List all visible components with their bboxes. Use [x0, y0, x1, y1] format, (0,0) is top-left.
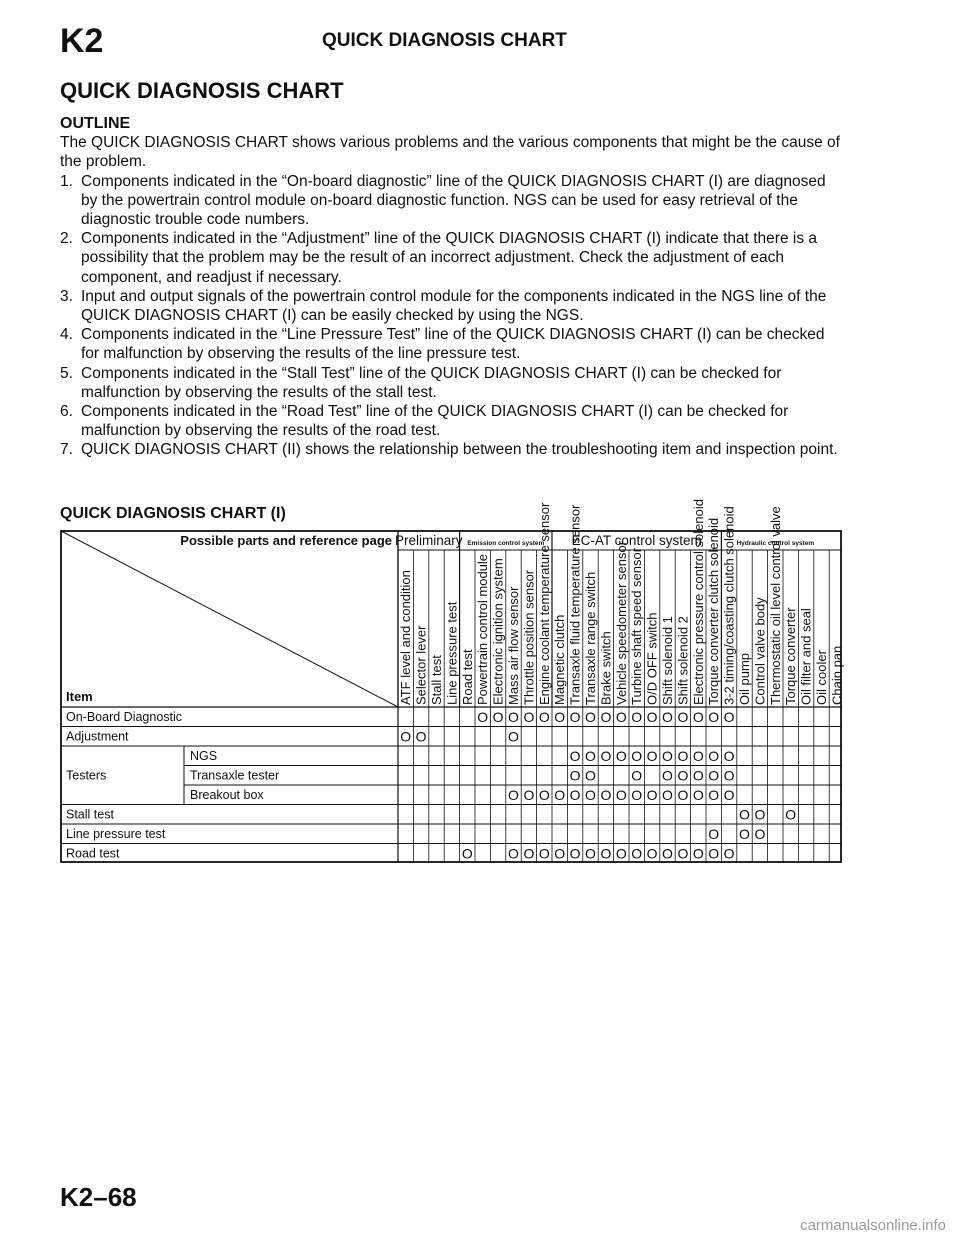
group-label: Preliminary: [395, 533, 463, 548]
chart-circle-mark: O: [461, 845, 473, 862]
chart-circle-mark: O: [615, 786, 627, 803]
chart-circle-mark: O: [585, 747, 596, 764]
outline-item-number: 4.: [60, 326, 73, 344]
row-label: Transaxle tester: [190, 768, 280, 783]
outline-item-number: 2.: [60, 230, 73, 248]
column-label: Oil filter and seal: [798, 608, 814, 705]
chart-circle-mark: O: [415, 728, 427, 745]
chart-circle-mark: O: [538, 845, 550, 862]
outline-item-text: Components indicated in the “On-board diagnostic” line of the QUICK DIAGNOSIS CHART (I) are diagnosed by the powertrain control module on-board diagnostic function. NGS can be used for easy retrieval of the diagnostic trouble code numbers.: [81, 172, 826, 229]
chart-circle-mark: O: [708, 786, 720, 803]
outline-list: [60, 172, 845, 460]
chart-circle-mark: O: [508, 708, 519, 725]
outline-item-text: QUICK DIAGNOSIS CHART (II) shows the relationship between the troubleshooting item and inspection point.: [81, 441, 838, 459]
row-label: On-Board Diagnostic: [66, 710, 183, 724]
outline-item-text: Input and output signals of the powertrain control module for the components indicated in the NGS line of the QUICK DIAGNOSIS CHART (I) can be easily checked by using the NGS.: [81, 287, 827, 325]
chart-circle-mark: O: [569, 708, 581, 725]
chart-circle-mark: O: [677, 786, 689, 803]
chart-circle-mark: O: [677, 845, 689, 862]
chart-circle-mark: O: [692, 786, 704, 803]
chart-circle-mark: O: [477, 708, 489, 725]
column-label: O/D OFF switch: [644, 612, 660, 705]
chart-circle-mark: O: [554, 845, 566, 862]
chart-circle-mark: O: [739, 825, 750, 842]
chart-circle-mark: O: [585, 845, 596, 862]
chart-circle-mark: O: [646, 708, 658, 725]
chart-circle-mark: O: [631, 767, 643, 784]
column-label: Torque converter clutch solenoid: [706, 517, 722, 705]
row-label: NGS: [190, 749, 218, 763]
chart-circle-mark: O: [646, 747, 658, 764]
chart-circle-mark: O: [600, 708, 612, 725]
chart-circle-mark: O: [708, 845, 720, 862]
column-label: Electronic pressure control solenoid: [690, 499, 706, 705]
chart-circle-mark: O: [692, 747, 704, 764]
chart-circle-mark: O: [600, 747, 612, 764]
column-label: Electronic ignition system: [490, 558, 506, 705]
column-label: Thermostatic oil level control valve: [767, 506, 783, 705]
chart-circle-mark: O: [600, 845, 612, 862]
column-label: Line pressure test: [444, 601, 460, 705]
chart-circle-mark: O: [708, 767, 720, 784]
chart-circle-mark: O: [538, 708, 550, 725]
chart-circle-mark: O: [785, 806, 797, 823]
column-label: Shift solenoid 2: [675, 616, 691, 705]
chart-circle-mark: O: [646, 845, 658, 862]
chart-circle-mark: O: [538, 786, 550, 803]
outline-item: [60, 229, 845, 287]
chart-circle-mark: O: [508, 786, 519, 803]
chart-circle-mark: O: [631, 845, 643, 862]
chart-circle-mark: O: [508, 845, 519, 862]
outline-item: [60, 364, 845, 402]
chart-circle-mark: O: [662, 708, 673, 725]
column-label: Turbine shaft speed sensor: [629, 547, 645, 705]
row-label: Adjustment: [66, 729, 129, 744]
group-label: Emission control system: [467, 540, 545, 547]
corner-label-parts: Possible parts and reference page: [180, 533, 392, 548]
column-label: Shift solenoid 1: [660, 616, 675, 705]
chart-circle-mark: O: [615, 845, 627, 862]
column-label: Oil pump: [737, 652, 752, 705]
chart-circle-mark: O: [631, 747, 643, 764]
outline-item-text: Components indicated in the “Line Pressure Test” line of the QUICK DIAGNOSIS CHART (I) can be checked for malfunction by observing the results of the line pressure test.: [81, 326, 825, 363]
column-label: Chain pan: [829, 645, 845, 705]
chart-circle-mark: O: [585, 767, 596, 784]
chart-circle-mark: O: [662, 845, 673, 862]
chart-circle-mark: O: [708, 708, 720, 725]
chart-circle-mark: O: [692, 767, 704, 784]
outline-item-text: Components indicated in the “Road Test” line of the QUICK DIAGNOSIS CHART (I) can be checked for malfunction by observing the results of the road test.: [81, 403, 789, 440]
chart-circle-mark: O: [631, 786, 643, 803]
outline-item: [60, 172, 845, 230]
outline-item-number: 6.: [60, 403, 73, 421]
row-label: Line pressure test: [66, 827, 166, 841]
column-label: Torque converter: [783, 607, 799, 705]
chart-circle-mark: O: [723, 845, 735, 862]
chart-circle-mark: O: [585, 786, 596, 803]
column-label: Engine coolant temperature sensor: [536, 502, 552, 705]
column-label: Control valve body: [752, 597, 768, 705]
section-title: QUICK DIAGNOSIS CHART: [60, 78, 344, 103]
chart-circle-mark: O: [723, 708, 735, 725]
column-label: Mass air flow sensor: [506, 586, 521, 705]
chart-circle-mark: O: [400, 728, 412, 745]
chart-circle-mark: O: [723, 767, 735, 784]
outline-item-number: 3.: [60, 287, 73, 305]
chart-circle-mark: O: [585, 708, 596, 725]
chart-circle-mark: O: [662, 747, 673, 764]
row-label: Road test: [66, 846, 120, 861]
column-label: Brake switch: [598, 631, 614, 705]
header-title: QUICK DIAGNOSIS CHART: [322, 30, 567, 51]
outline-item: [60, 287, 845, 325]
group-label: Hydraulic control system: [736, 540, 815, 547]
chart-title: QUICK DIAGNOSIS CHART (I): [60, 505, 286, 522]
chart-circle-mark: O: [692, 845, 704, 862]
chart-circle-mark: O: [708, 825, 720, 842]
chart-circle-mark: O: [692, 708, 704, 725]
chart-circle-mark: O: [754, 825, 766, 842]
chart-circle-mark: O: [523, 786, 535, 803]
column-label: Oil cooler: [814, 650, 829, 705]
chart-circle-mark: O: [554, 786, 566, 803]
chart-circle-mark: O: [708, 747, 720, 764]
outline-item: [60, 440, 845, 459]
chart-circle-mark: O: [662, 786, 673, 803]
chart-circle-mark: O: [677, 708, 689, 725]
column-label: Stall test: [429, 655, 444, 705]
chart-circle-mark: O: [569, 767, 581, 784]
column-label: 3-2 timing/coasting clutch solenoid: [721, 506, 737, 705]
column-label: Selector lever: [413, 625, 429, 705]
corner-label-item: Item: [66, 689, 93, 704]
column-label: ATF level and condition: [398, 570, 414, 705]
chart-circle-mark: O: [615, 708, 627, 725]
chart-circle-mark: O: [523, 845, 535, 862]
outline-item-number: 7.: [60, 441, 73, 459]
column-label: Throttle position sensor: [521, 569, 537, 705]
chart-circle-mark: O: [754, 806, 766, 823]
chart-circle-mark: O: [677, 767, 689, 784]
header-code: K2: [60, 22, 104, 60]
chart-circle-mark: O: [631, 708, 643, 725]
chart-circle-mark: O: [508, 728, 519, 745]
chart-circle-mark: O: [662, 767, 673, 784]
chart-circle-mark: O: [739, 806, 750, 823]
chart-circle-mark: O: [569, 786, 581, 803]
page-header: [60, 22, 840, 62]
column-label: Transaxle range switch: [583, 571, 598, 705]
outline-intro: The QUICK DIAGNOSIS CHART shows various problems and the various components that might be the cause of the problem.: [60, 134, 840, 171]
column-label: Road test: [459, 649, 475, 705]
outline-item: [60, 325, 845, 363]
chart-circle-mark: O: [492, 708, 504, 725]
chart-circle-mark: O: [600, 786, 612, 803]
outline-item-text: Components indicated in the “Adjustment” line of the QUICK DIAGNOSIS CHART (I) indicate that there is a possibility that the problem may be the result of an incorrect adjustment. Check the adjustment of each component, and readjust if necessary.: [81, 230, 818, 286]
column-label: Powertrain control module: [475, 553, 491, 705]
corner-diagonal: [61, 531, 398, 707]
outline-item: [60, 402, 845, 440]
chart-circle-mark: O: [677, 747, 689, 764]
outline-heading: OUTLINE: [60, 115, 131, 132]
watermark: carmanualsonline.info: [800, 1217, 946, 1234]
column-label: Transaxle fluid temperature sensor: [567, 504, 583, 705]
outline-item-text: Components indicated in the “Stall Test” line of the QUICK DIAGNOSIS CHART (I) can be checked for malfunction by observing the results of the stall test.: [81, 364, 782, 401]
outline-section: [60, 114, 845, 460]
chart-circle-mark: O: [569, 747, 581, 764]
chart-circle-mark: O: [723, 747, 735, 764]
chart-circle-mark: O: [646, 786, 658, 803]
column-label: Vehicle speedometer sensor: [613, 540, 629, 705]
row-label: Breakout box: [190, 788, 264, 802]
chart-circle-mark: O: [523, 708, 535, 725]
outline-item-number: 5.: [60, 364, 73, 382]
outline-item-number: 1.: [60, 172, 73, 190]
group-label: EC-AT control system: [571, 533, 702, 548]
column-label: Magnetic clutch: [552, 614, 568, 705]
row-label: Stall test: [66, 807, 114, 822]
chart-circle-mark: O: [554, 708, 566, 725]
chart-circle-mark: O: [723, 786, 735, 803]
tester-group-label: Testers: [66, 768, 107, 783]
page-number: K2–68: [60, 1182, 137, 1212]
chart-circle-mark: O: [569, 845, 581, 862]
chart-circle-mark: O: [615, 747, 627, 764]
